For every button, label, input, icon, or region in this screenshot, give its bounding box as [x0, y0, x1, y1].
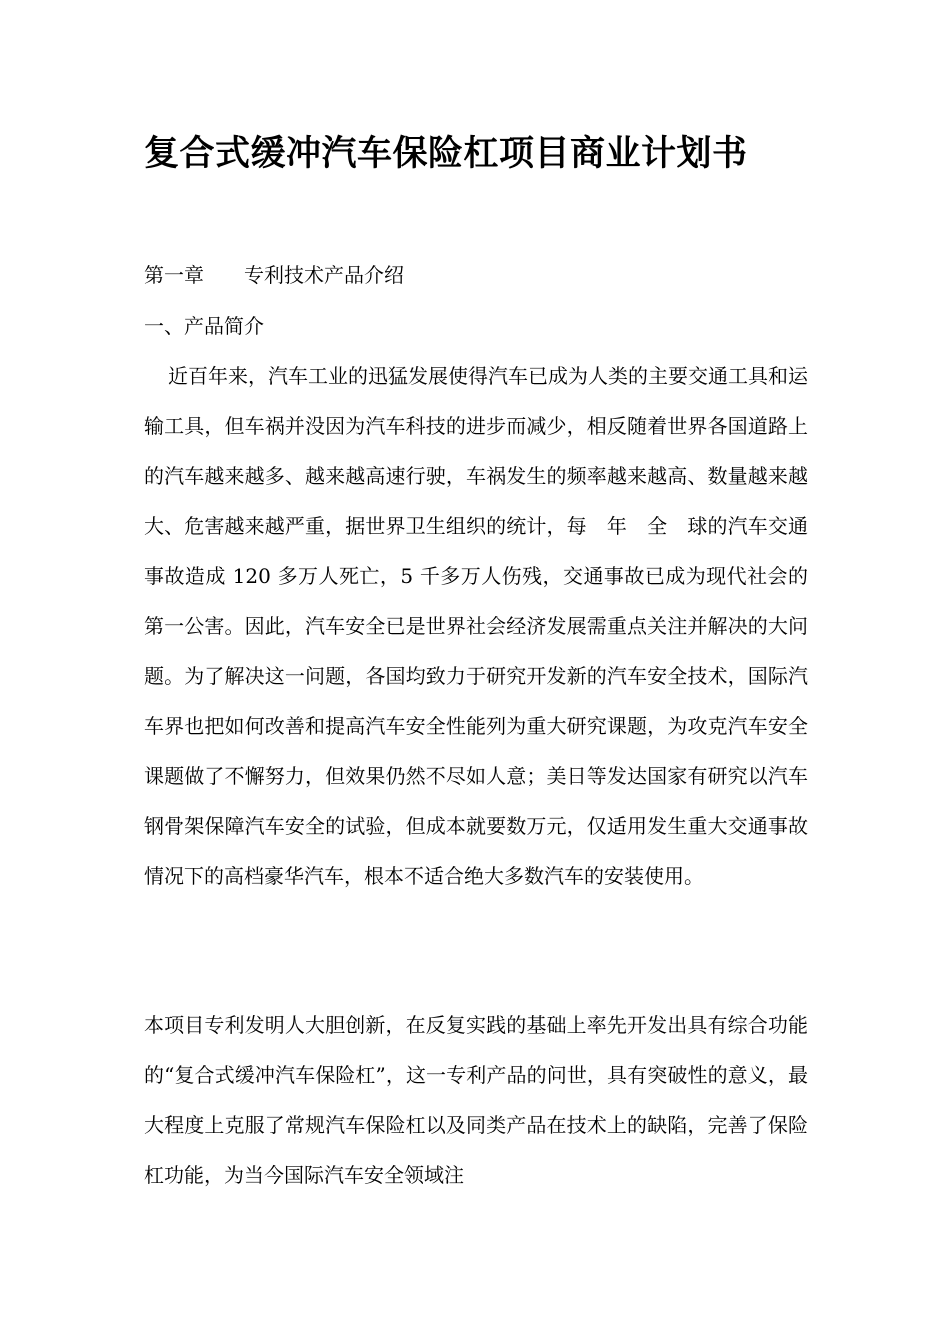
chapter-heading: 第一章 专利技术产品介绍 [144, 263, 404, 287]
body-paragraph: 本项目专利发明人大胆创新，在反复实践的基础上率先开发出具有综合功能的“复合式缓冲汽车保险杠”，这一专利产品的问世，具有突破性的意义，最大程度上克服了常规汽车保险杠以及同类产品在技术上的缺陷，完善了保险杠功能，为当今国际汽车安全领域注 [144, 1013, 808, 1187]
document-title: 复合式缓冲汽车保险杠项目商业计划书 [144, 134, 748, 174]
body-paragraph: 近百年来，汽车工业的迅猛发展使得汽车已成为人类的主要交通工具和运输工具，但车祸并没因为汽车科技的进步而减少，相反随着世界各国道路上的汽车越来越多、越来越高速行驶，车祸发生的频率越来越高、数量越来越大、危害越来越严重，据世界卫生组织的统计，每 年 全 球的汽车交通事故造成 120 多万人死亡，5 千多万人伤残，交通事故已成为现代社会的第一公害。因此，汽车安全已是世界社会经济发展需重点关注并解决的大问题。为了解决这一问题，各国均致力于研究开发新的汽车安全技术，国际汽车界也把如何改善和提高汽车安全性能列为重大研究课题，为攻克汽车安全课题做了不懈努力，但效果仍然不尽如人意；美日等发达国家有研究以汽车钢骨架保障汽车安全的试验，但成本就要数万元，仅适用发生重大交通事故情况下的高档豪华汽车，根本不适合绝大多数汽车的安装使用。 [144, 364, 808, 888]
section-heading: 一、产品简介 [144, 314, 264, 338]
